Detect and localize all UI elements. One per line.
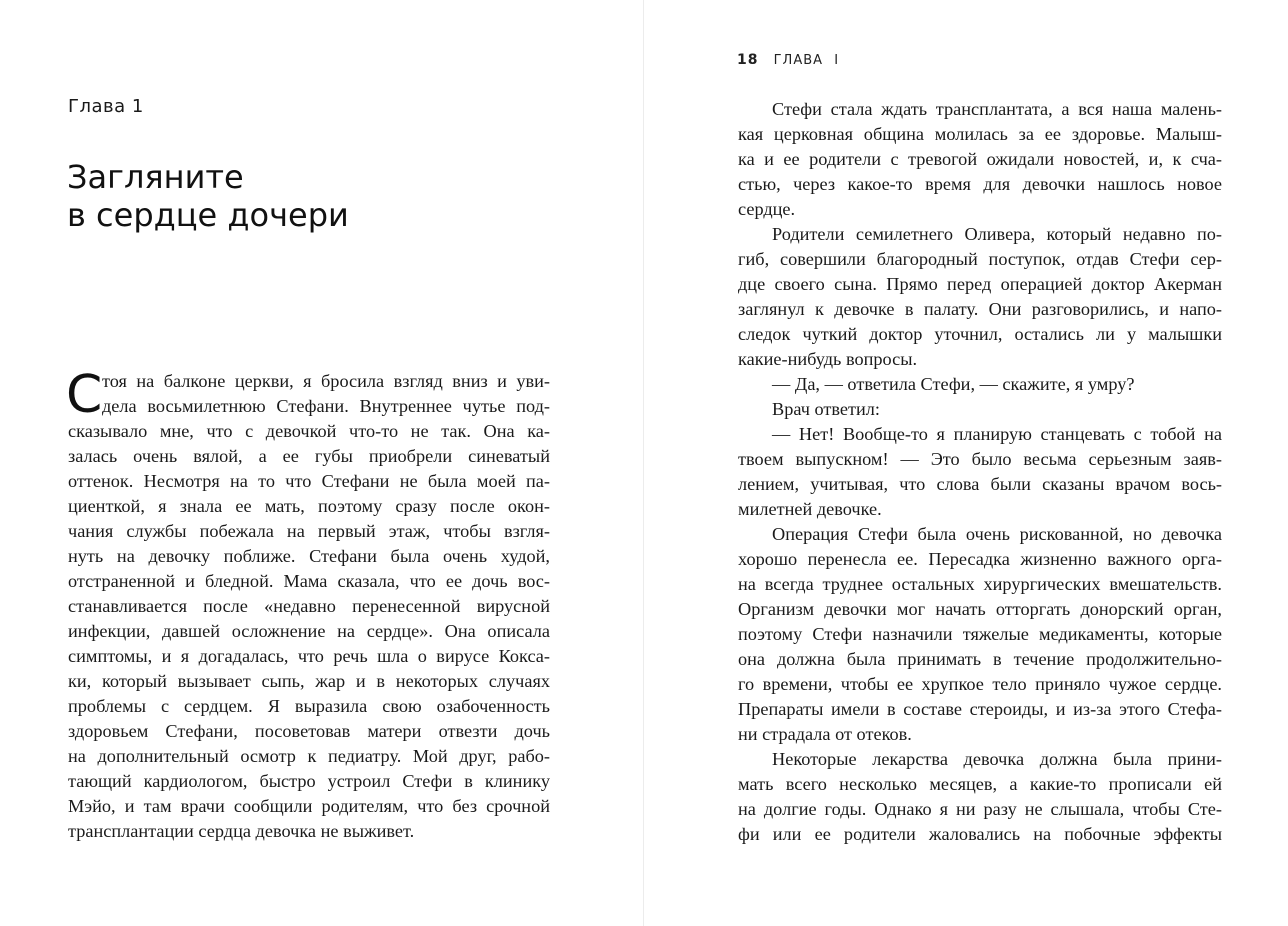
text-line: Организм девочки мог начать отторгать донорский орган, (738, 599, 1222, 619)
text-line: следок чуткий доктор уточнил, остались ли у малышки (738, 324, 1222, 344)
text-line: ки, который вызывает сыпь, жар и в некоторых случаях (68, 671, 550, 691)
text-line: тающий кардиологом, быстро устроил Стефи в клинику (68, 771, 550, 791)
text-line: — Нет! Вообще-то я планирую станцевать с тобой на (772, 424, 1222, 444)
text-line: станавливается после «недавно перенесенной вирусной (68, 596, 550, 616)
text-line: оттенок. Несмотря на то что Стефани не была моей па- (68, 471, 550, 491)
page-number: 18 (737, 52, 759, 68)
drop-cap: С (66, 365, 103, 425)
text-line: на дополнительный осмотр к педиатру. Мой друг, рабо- (68, 746, 550, 766)
text-line: залась очень вялой, а ее губы приобрели синеватый (68, 446, 550, 466)
text-line: Мэйо, и там врачи сообщили родителям, что без срочной (68, 796, 550, 816)
text-line: го времени, чтобы ее хрупкое тело приняло чужое сердце. (738, 674, 1222, 694)
text-line: заглянул к девочке в палату. Они разговорились, и напо- (738, 299, 1222, 319)
text-line: Врач ответил: (772, 399, 880, 419)
chapter-label: Глава 1 (68, 96, 144, 117)
text-line: на всегда труднее остальных хирургических вмешательств. (738, 574, 1222, 594)
chapter-title (67, 158, 349, 234)
text-line: дце своего сына. Прямо перед операцией доктор Акерман (738, 274, 1222, 294)
text-line: Операция Стефи была очень рискованной, но девочка (772, 524, 1222, 544)
text-line: сказывало мне, что с девочкой что-то не так. Она ка- (68, 421, 550, 441)
text-line: кая церковная община молилась за ее здоровье. Малыш- (738, 124, 1222, 144)
text-line: какие-нибудь вопросы. (738, 349, 918, 369)
text-line: дела восьмилетнюю Стефани. Внутреннее чутье под- (102, 396, 550, 416)
text-line: твоем выпускном! — Это было весьма серьезным заяв- (738, 449, 1222, 469)
text-line: инфекции, давшей осложнение на сердце». Она описала (68, 621, 550, 641)
text-line: на долгие годы. Однако я ни разу не слышала, чтобы Сте- (738, 799, 1222, 819)
running-head (737, 52, 839, 68)
text-line: трансплантации сердца девочка не выживет. (68, 821, 415, 841)
text-line: сердце. (738, 199, 796, 219)
chapter-title-line: в сердце дочери (67, 196, 349, 234)
text-line: Родители семилетнего Оливера, который недавно по- (772, 224, 1222, 244)
text-line: циенткой, я знала ее мать, поэтому сразу после окон- (68, 496, 550, 516)
text-line: тоя на балконе церкви, я бросила взгляд вниз и уви- (102, 371, 550, 391)
chapter-title-line: Загляните (67, 158, 244, 196)
right-page (644, 0, 1288, 926)
text-line: мать всего несколько месяцев, а какие-то прописали ей (738, 774, 1222, 794)
running-head-chapter: ГЛАВА (773, 53, 824, 68)
text-line: — Да, — ответила Стефи, — скажите, я умру? (772, 374, 1135, 394)
text-line: чания службы побежала на первый этаж, чтобы взгля- (68, 521, 550, 541)
text-line: Препараты имели в составе стероиды, и из-за этого Стефа- (738, 699, 1222, 719)
text-line: поэтому Стефи назначили тяжелые медикаменты, которые (738, 624, 1222, 644)
left-body-text (66, 365, 550, 844)
right-body-text (738, 97, 1222, 847)
text-line: Стефи стала ждать трансплантата, а вся наша малень- (772, 99, 1222, 119)
text-line: она должна была принимать в течение продолжительно- (738, 649, 1222, 669)
running-head-chapter-number: I (834, 53, 840, 68)
text-line: хорошо перенесла ее. Пересадка жизненно важного орга- (738, 549, 1222, 569)
text-line: стью, через какое-то время для девочки нашлось новое (738, 174, 1222, 194)
text-line: здоровьем Стефани, посоветовав матери отвезти дочь (68, 721, 550, 741)
text-line: милетней девочке. (738, 499, 882, 519)
text-line: Некоторые лекарства девочка должна была прини- (772, 749, 1222, 769)
text-line: отстраненной и бледной. Мама сказала, что ее дочь вос- (68, 571, 550, 591)
text-line: нуть на девочку поближе. Стефани была очень худой, (68, 546, 550, 566)
text-line: гиб, совершили благородный поступок, отдав Стефи сер- (738, 249, 1222, 269)
text-line: фи или ее родители жаловались на побочные эффекты (738, 824, 1222, 844)
text-line: симптомы, и я догадалась, что речь шла о вирусе Кокса- (68, 646, 550, 666)
text-line: проблемы с сердцем. Я выразила свою озабоченность (68, 696, 550, 716)
text-line: лением, учитывая, что слова были сказаны врачом вось- (738, 474, 1222, 494)
text-line: ка и ее родители с тревогой ожидали новостей, и, к сча- (738, 149, 1222, 169)
text-line: ни страдала от отеков. (738, 724, 912, 744)
left-page (0, 0, 643, 926)
